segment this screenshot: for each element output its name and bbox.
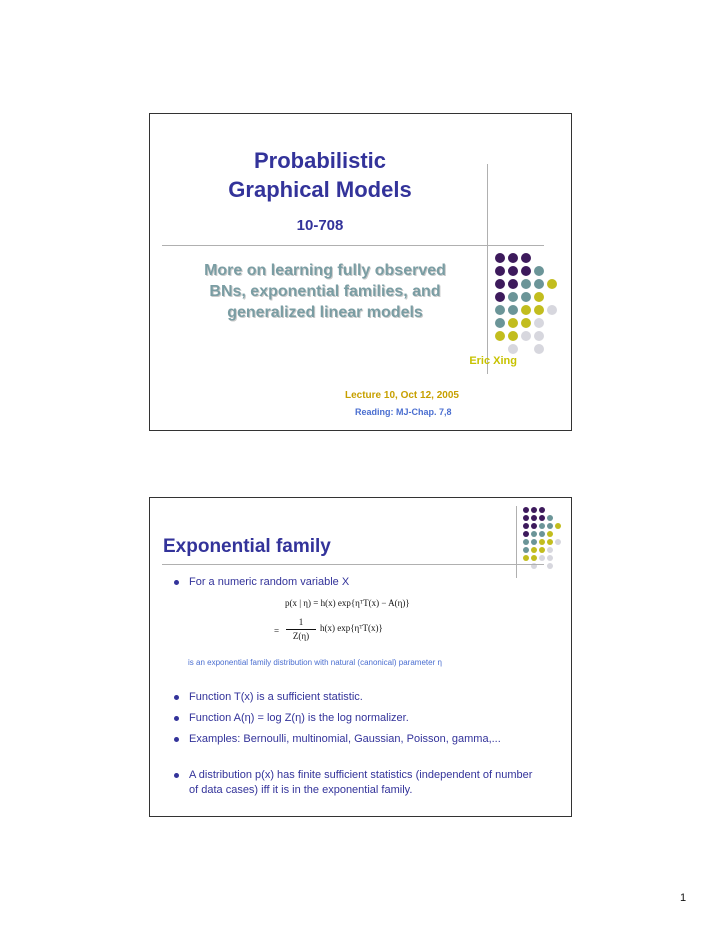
subtitle-line-3: generalized linear models [227,304,423,321]
decor-dot [508,318,518,328]
course-code: 10-708 [296,217,344,234]
natural-parameter-note: is an exponential family distribution with natural (canonical) parameter η [188,658,442,667]
bullet-text: Examples: Bernoulli, multinomial, Gaussian, Poisson, gamma,... [189,733,501,745]
decor-dot [547,563,553,569]
divider-vertical [487,164,488,374]
formula-denominator: Z(η) [292,631,310,641]
decor-dot [547,279,557,289]
decor-dot [534,331,544,341]
decor-dot [539,547,545,553]
page-number: 1 [680,892,687,904]
bullet-text: A distribution p(x) has finite sufficient statistics (independent of number of data cases) iff it is in the exponential family. [189,769,533,796]
fraction-bar [286,629,316,630]
decor-dot [508,253,518,263]
decor-dot [555,523,561,529]
reading-info: Reading: MJ-Chap. 7,8 [355,407,452,417]
decor-dot [521,279,531,289]
decor-dot [531,539,537,545]
decor-dot [531,515,537,521]
decor-dot [521,266,531,276]
decor-dot [534,318,544,328]
title-line-1: Probabilistic [253,148,387,173]
decor-dot [523,523,529,529]
subtitle-line-2: BNs, exponential families, and [209,283,441,300]
decor-dot [495,279,505,289]
bullet-text: Function T(x) is a sufficient statistic. [189,691,363,703]
decor-dot [495,305,505,315]
decor-dot [555,539,561,545]
decor-dot [521,331,531,341]
decor-dot [547,539,553,545]
bullet-dot [174,737,179,742]
title-line-2: Graphical Models [228,177,412,202]
decor-dot [495,266,505,276]
decor-dot [531,555,537,561]
slide-title [150,146,490,204]
decor-dot [508,305,518,315]
decor-dot [523,539,529,545]
decor-dot [508,292,518,302]
decor-dot [508,279,518,289]
bullet-text: For a numeric random variable X [189,576,350,588]
decor-dot [523,507,529,513]
decor-dot [521,292,531,302]
lecture-info: Lecture 10, Oct 12, 2005 [345,390,459,401]
bullet-dot [174,580,179,585]
decor-dot [534,292,544,302]
exponential-family-slide [149,497,572,817]
decor-dot [534,344,544,354]
decor-dot [547,531,553,537]
decor-dot [539,515,545,521]
formula-line-1: p(x | η) = h(x) exp{ηᵀT(x) − A(η)} [285,598,410,608]
decor-dot [534,266,544,276]
decor-dot [523,547,529,553]
decor-dot [523,515,529,521]
decor-dot [495,253,505,263]
decor-dot [539,555,545,561]
bullet-dot [174,773,179,778]
divider-vertical [516,506,517,578]
decor-dot [521,253,531,263]
decor-dot [531,507,537,513]
decor-dot [523,531,529,537]
title-slide [149,113,572,431]
decor-dot [521,318,531,328]
slide-title: Exponential family [163,536,331,557]
decor-dot [539,507,545,513]
decor-dot [523,555,529,561]
bullet-dot [174,695,179,700]
decor-dot [531,523,537,529]
decor-dot [508,331,518,341]
author-name: Eric Xing [469,355,517,367]
decor-dot [508,344,518,354]
bullet-text: Function A(η) = log Z(η) is the log normalizer. [189,712,409,724]
slide-subtitle [180,260,470,323]
decor-dot [539,531,545,537]
decor-dot [539,523,545,529]
formula-rest: h(x) exp{ηᵀT(x)} [320,623,383,633]
formula-numerator: 1 [298,617,304,627]
formula-equals: = [274,626,280,636]
divider-horizontal [162,564,544,565]
decor-dot [547,523,553,529]
decor-dot [547,305,557,315]
decor-dot [547,515,553,521]
decor-dot [521,305,531,315]
subtitle-line-1: More on learning fully observed [204,262,446,279]
decor-dot [531,547,537,553]
decor-dot [547,555,553,561]
decor-dot [508,266,518,276]
decor-dot [534,305,544,315]
decor-dot [495,292,505,302]
decor-dot [495,331,505,341]
decor-dot [531,531,537,537]
decor-dot [495,318,505,328]
bullet-dot [174,716,179,721]
decor-dot [534,279,544,289]
decor-dot [547,547,553,553]
decor-dot [539,539,545,545]
